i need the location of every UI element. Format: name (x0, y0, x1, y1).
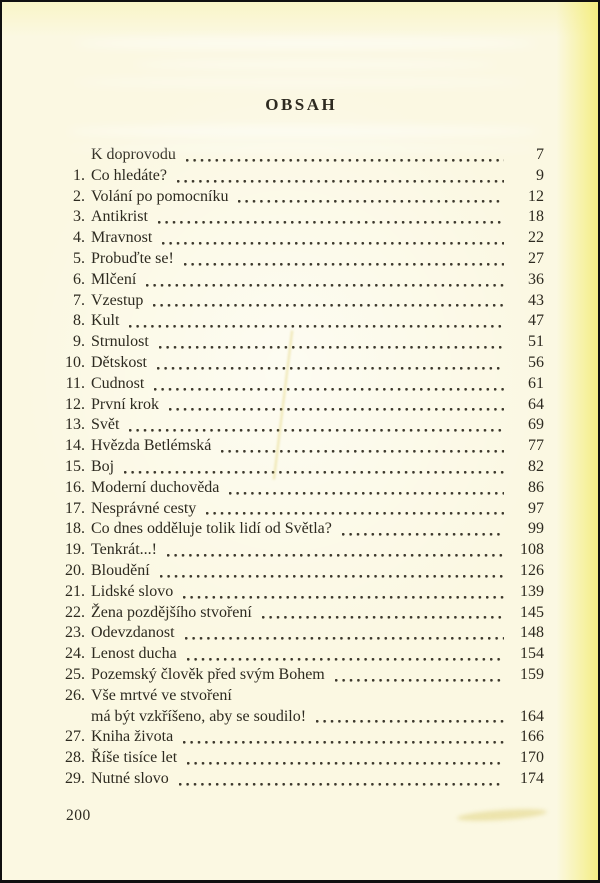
toc-entry-title: Říše tisíce let (91, 749, 178, 767)
dot-leader (316, 720, 504, 723)
toc-entry-number: 15. (65, 457, 85, 475)
toc-entry-title: Bloudění (91, 561, 150, 579)
toc-entry (58, 519, 544, 540)
toc-entry (58, 769, 544, 790)
toc-entry-page: 108 (520, 541, 544, 559)
dot-leader (206, 512, 504, 515)
dot-leader (229, 492, 504, 495)
toc-entry-number: 11. (65, 374, 85, 392)
toc-entry (58, 291, 544, 312)
toc-entry-page: 159 (520, 665, 544, 683)
dot-leader (167, 554, 504, 557)
toc-entry (58, 395, 544, 416)
dot-leader (129, 429, 504, 432)
toc-entry (58, 166, 544, 187)
toc-entry-number: 22. (65, 603, 85, 621)
toc-entry-title: Co hledáte? (91, 166, 167, 184)
toc-entry (58, 145, 544, 166)
toc-entry-title: Volání po pomocníku (91, 187, 229, 205)
toc-entry-number: 7. (73, 291, 85, 309)
toc-entry-page: 139 (520, 582, 544, 600)
toc-entry-title: Boj (91, 457, 115, 475)
toc-entry (58, 436, 544, 457)
toc-entry-page: 18 (528, 208, 544, 226)
toc-entry (58, 748, 544, 769)
toc-entry-title: Hvězda Betlémská (91, 437, 212, 455)
dot-leader (185, 637, 504, 640)
toc-entry-number: 21. (65, 582, 85, 600)
toc-entry-number: 28. (65, 749, 85, 767)
toc-entry-title: Tenkrát...! (91, 541, 157, 559)
toc-entry-title: Strnulost (91, 333, 149, 351)
toc-entry-number: 24. (65, 645, 85, 663)
toc-entry-title: Moderní duchověda (91, 478, 220, 496)
toc-entry-page: 126 (520, 561, 544, 579)
toc-entry-number: 2. (73, 187, 85, 205)
toc-entry-page: 77 (528, 437, 544, 455)
toc-entry-number: 20. (65, 561, 85, 579)
toc-entry-title: Nutné slovo (91, 769, 169, 787)
dot-leader (157, 367, 504, 370)
toc-entry-number: 29. (65, 769, 85, 787)
toc-entry-page: 166 (520, 728, 544, 746)
toc-entry-title: Pozemský člověk před svým Bohem (91, 665, 325, 683)
toc-entry-number: 8. (73, 312, 85, 330)
dot-leader (186, 159, 504, 162)
show-through-streak (132, 60, 498, 69)
toc-entry-title: má být vzkříšeno, aby se soudilo! (91, 707, 307, 725)
toc-entry-number: 3. (73, 208, 85, 226)
toc-entry (58, 457, 544, 478)
toc-entry-title: První krok (91, 395, 159, 413)
toc-entry (58, 311, 544, 332)
toc-entry-title: Kniha života (91, 728, 174, 746)
toc-entry-page: 36 (528, 270, 544, 288)
toc-entry (58, 374, 544, 395)
toc-entry (58, 665, 544, 686)
toc-entry-page: 148 (520, 624, 544, 642)
toc-entry-number: 26. (65, 686, 85, 704)
toc-entry-page: 56 (528, 353, 544, 371)
toc-entry-number: 16. (65, 478, 85, 496)
dot-leader (183, 596, 504, 599)
toc-entry-number: 10. (65, 353, 85, 371)
toc-entry-page: 64 (528, 395, 544, 413)
toc-entry-page: 61 (528, 374, 544, 392)
toc-entry (58, 228, 544, 249)
toc-entry-number: 19. (65, 541, 85, 559)
toc-entry-title: Kult (91, 312, 120, 330)
dot-leader (179, 783, 504, 786)
toc-entry-number: 1. (73, 166, 85, 184)
toc-entry-page: 7 (536, 146, 544, 163)
dot-leader (158, 221, 504, 224)
toc-entry-title: Probuďte se! (91, 249, 174, 267)
toc-entry-title: Svět (91, 416, 120, 434)
toc-entry-page: 43 (528, 291, 544, 309)
dot-leader (183, 741, 504, 744)
toc-entry-number: 5. (73, 249, 85, 267)
toc-entry-title: Cudnost (91, 374, 145, 392)
toc-entry-number: 18. (65, 520, 85, 538)
toc-entry-page: 145 (520, 603, 544, 621)
dot-leader (160, 575, 504, 578)
toc-entry-page: 27 (528, 249, 544, 267)
toc-list (2, 145, 598, 790)
toc-entry-page: 12 (528, 187, 544, 205)
dot-leader (169, 408, 504, 411)
toc-entry-number: 23. (65, 624, 85, 642)
toc-entry-page: 86 (528, 478, 544, 496)
toc-entry (58, 499, 544, 520)
show-through-streak (72, 78, 528, 87)
toc-entry (58, 353, 544, 374)
dot-leader (146, 284, 504, 287)
toc-entry (58, 603, 544, 624)
toc-entry (58, 582, 544, 603)
toc-entry (58, 561, 544, 582)
toc-entry (58, 187, 544, 208)
toc-entry (58, 644, 544, 665)
dot-leader (238, 200, 504, 203)
toc-entry-title: Co dnes odděluje tolik lidí od Světla? (91, 520, 332, 538)
toc-entry-page: 9 (536, 166, 544, 184)
toc-entry-number: 17. (65, 499, 85, 517)
toc-entry-title: Antikrist (91, 208, 148, 226)
toc-entry (58, 623, 544, 644)
toc-entry-page: 97 (528, 499, 544, 517)
toc-entry-title: Mravnost (91, 229, 153, 247)
toc-entry (58, 540, 544, 561)
toc-entry-title: Vše mrtvé ve stvoření (91, 686, 232, 704)
toc-entry-number: 9. (73, 333, 85, 351)
toc-entry-page: 164 (520, 707, 544, 725)
toc-entry-title: Mlčení (91, 270, 137, 288)
page-title: OBSAH (265, 95, 338, 114)
dot-leader (159, 346, 504, 349)
toc-entry-page: 82 (528, 457, 544, 475)
toc-entry (58, 478, 544, 499)
dot-leader (177, 180, 504, 183)
toc-entry-number: 12. (65, 395, 85, 413)
dot-leader (221, 450, 504, 453)
toc-entry-page: 69 (528, 416, 544, 434)
toc-entry-page: 174 (520, 769, 544, 787)
toc-entry-number: 14. (65, 437, 85, 455)
dot-leader (342, 533, 504, 536)
toc-entry (58, 207, 544, 228)
dot-leader (124, 471, 504, 474)
toc-entry-page: 99 (528, 520, 544, 538)
toc-entry-page: 22 (528, 229, 544, 247)
toc-entry-number: 4. (73, 229, 85, 247)
toc-entry-page: 51 (528, 333, 544, 351)
toc-entry-page: 47 (528, 312, 544, 330)
dot-leader (153, 304, 504, 307)
toc-entry-number: 27. (65, 728, 85, 746)
dot-leader (162, 242, 504, 245)
toc-entry-page: 154 (520, 645, 544, 663)
dot-leader (184, 263, 504, 266)
show-through-streak (72, 38, 538, 49)
dot-leader (187, 658, 504, 661)
toc-entry-title: K doprovodu (91, 146, 176, 163)
toc-entry-title: Lenost ducha (91, 645, 177, 663)
toc-entry (58, 707, 544, 728)
show-through-streak (66, 126, 542, 137)
dot-leader (262, 616, 504, 619)
toc-entry-title: Vzestup (91, 291, 144, 309)
toc-entry-number: 13. (65, 416, 85, 434)
toc-entry-title: Lidské slovo (91, 582, 174, 600)
toc-entry (58, 332, 544, 353)
dot-leader (154, 388, 504, 391)
toc-entry-number: 25. (65, 665, 85, 683)
toc-entry (58, 249, 544, 270)
toc-entry (58, 270, 544, 291)
toc-entry (58, 415, 544, 436)
dot-leader (187, 762, 504, 765)
toc-entry (58, 727, 544, 748)
toc-entry-title: Odevzdanost (91, 624, 175, 642)
toc-entry-page: 170 (520, 749, 544, 767)
dot-leader (335, 679, 504, 682)
toc-entry-title: Dětskost (91, 353, 147, 371)
page-number: 200 (66, 806, 91, 824)
toc-entry-number: 6. (73, 270, 85, 288)
toc-entry-title: Žena pozdějšího stvoření (91, 603, 252, 621)
toc-entry (58, 686, 544, 707)
dot-leader (129, 325, 504, 328)
toc-entry-title: Nesprávné cesty (91, 499, 197, 517)
